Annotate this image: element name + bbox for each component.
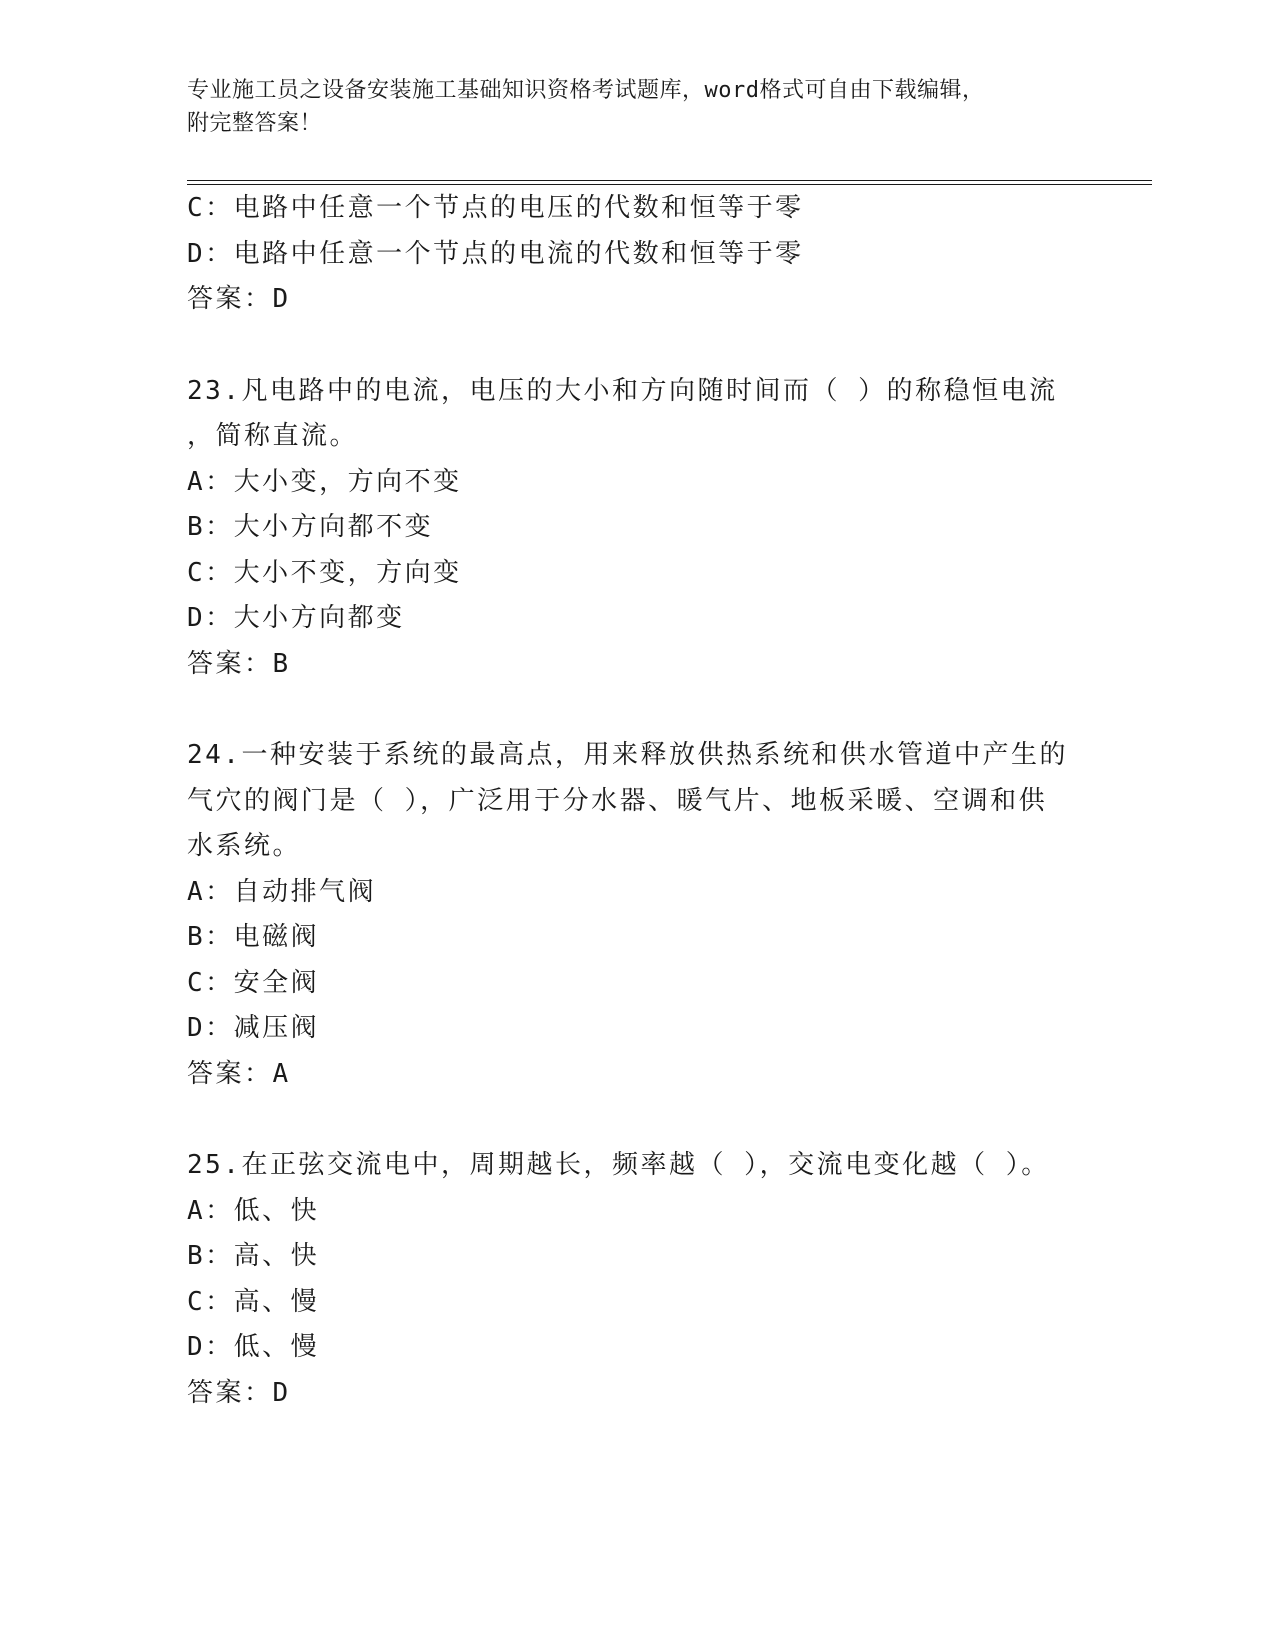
option-b: B：大小方向都不变 [187,512,434,542]
spacer [187,687,1087,733]
answer-line: 答案：B [187,648,291,679]
question-text-line: ，简称直流。 [187,421,359,451]
spacer [187,323,1087,369]
option-c: C：高、慢 [187,1286,320,1317]
option-d: D：低、慢 [187,1332,320,1362]
option-d: D：电路中任意一个节点的电流的代数和恒等于零 [187,238,804,269]
question-list [187,186,1087,1416]
spacer [187,1097,1087,1143]
option-b: B：电磁阀 [187,922,320,952]
option-b: B：高、快 [187,1241,320,1271]
option-c: C：大小不变，方向变 [187,557,462,588]
question-24 [187,733,1087,1097]
question-25 [187,1143,1087,1416]
option-a: A：大小变，方向不变 [187,466,462,497]
answer-line: 答案：D [187,1377,291,1408]
option-c: C：电路中任意一个节点的电压的代数和恒等于零 [187,193,804,223]
question-23 [187,369,1087,688]
option-a: A：自动排气阀 [187,876,377,907]
header-divider-bottom [187,184,1152,185]
question-text-line: 24.一种安装于系统的最高点，用来释放供热系统和供水管道中产生的 [187,740,1068,770]
header-line-2: 附完整答案！ [187,111,323,136]
document-header [187,74,1087,140]
question-text-line: 水系统。 [187,831,302,861]
header-divider-top [187,180,1152,181]
option-d: D：大小方向都变 [187,603,405,633]
question-text-line: 气穴的阀门是（ ），广泛用于分水器、暖气片、地板采暖、空调和供 [187,785,1048,816]
answer-line: 答案：A [187,1058,291,1089]
option-a: A：低、快 [187,1195,320,1226]
option-d: D：减压阀 [187,1013,320,1043]
option-c: C：安全阀 [187,967,320,998]
answer-line: 答案：D [187,284,291,314]
question-text-line: 25.在正弦交流电中，周期越长，频率越（ ），交流电变化越（ ）。 [187,1150,1050,1180]
question-22-continuation [187,186,1087,323]
question-text-line: 23.凡电路中的电流，电压的大小和方向随时间而（ ）的称稳恒电流 [187,375,1058,406]
header-line-1: 专业施工员之设备安装施工基础知识资格考试题库，word格式可自由下载编辑， [187,78,985,103]
